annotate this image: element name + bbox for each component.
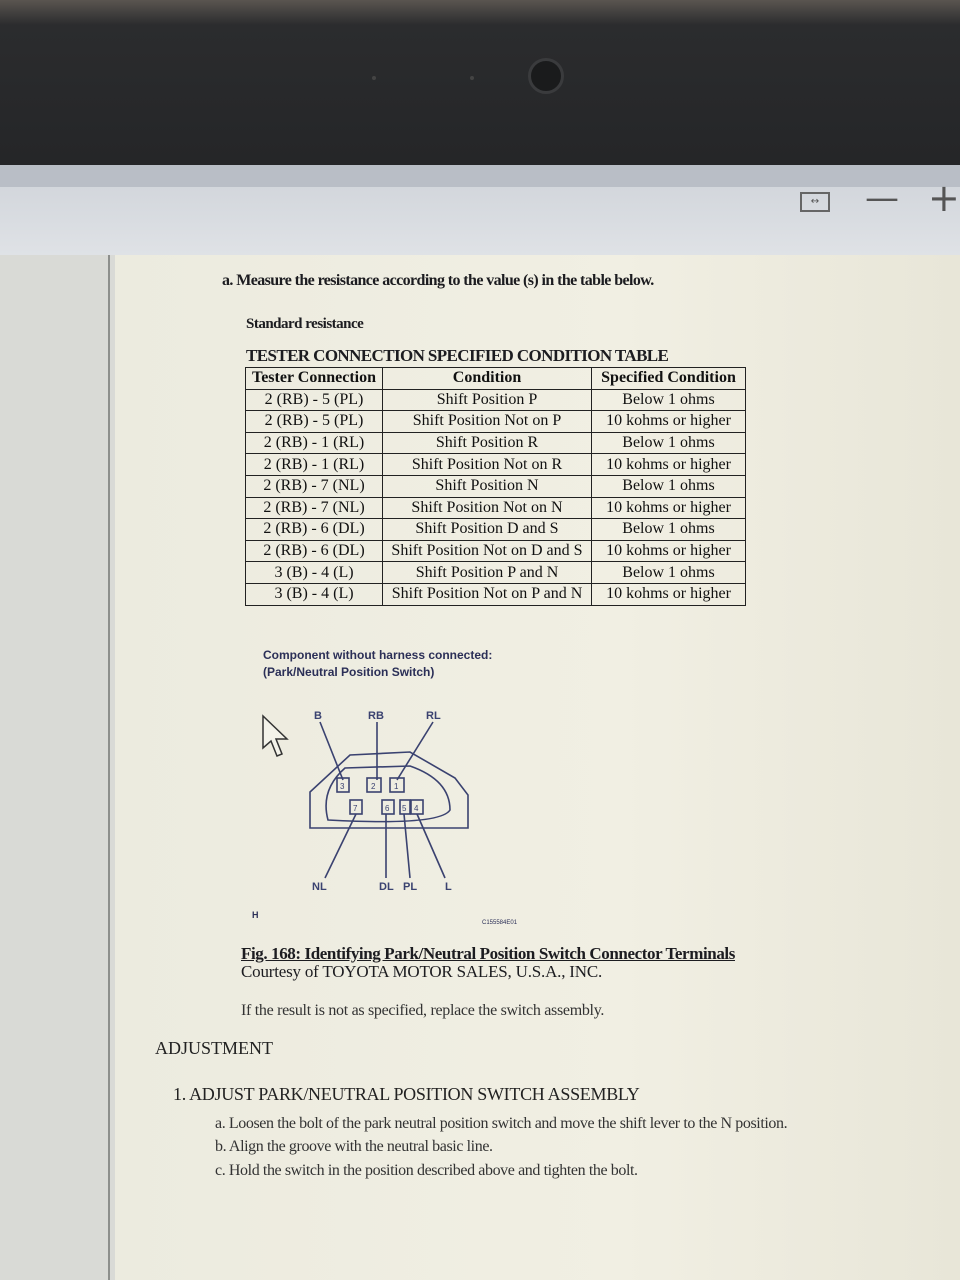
table-row	[246, 519, 746, 541]
toolbar-strip	[0, 165, 960, 187]
figure-caption-line2: (Park/Neutral Position Switch)	[263, 665, 435, 679]
standard-resistance-label: Standard resistance	[246, 316, 364, 332]
label-L: L	[445, 881, 452, 893]
cell-connection: 2 (RB) - 5 (PL)	[246, 411, 383, 433]
cell-connection: 3 (B) - 4 (L)	[246, 583, 383, 605]
cell-condition: Shift Position P	[383, 389, 592, 411]
table-title: TESTER CONNECTION SPECIFIED CONDITION TABLE	[246, 346, 669, 365]
adjustment-heading: ADJUSTMENT	[155, 1038, 274, 1058]
cell-specified: Below 1 ohms	[592, 562, 746, 584]
zoom-out-button[interactable]: —	[865, 178, 899, 218]
cell-specified: Below 1 ohms	[592, 475, 746, 497]
table-row	[246, 475, 746, 497]
pin-7: 7	[353, 804, 358, 813]
mouse-cursor-icon	[261, 714, 291, 762]
cell-specified: 10 kohms or higher	[592, 497, 746, 519]
table-row	[246, 389, 746, 411]
table-row	[246, 540, 746, 562]
figure-code: C155584E01	[482, 920, 518, 926]
cell-specified: Below 1 ohms	[592, 432, 746, 454]
figure-title-link[interactable]: Fig. 168: Identifying Park/Neutral Position Switch Connector Terminals	[241, 944, 735, 963]
table-row	[246, 562, 746, 584]
header-specified-condition: Specified Condition	[592, 368, 746, 390]
cell-specified: 10 kohms or higher	[592, 540, 746, 562]
substep-a: a. Loosen the bolt of the park neutral position switch and move the shift lever to the N position.	[215, 1115, 788, 1132]
cell-connection: 2 (RB) - 1 (RL)	[246, 432, 383, 454]
label-DL: DL	[379, 881, 394, 893]
cell-condition: Shift Position Not on P and N	[383, 583, 592, 605]
cell-connection: 3 (B) - 4 (L)	[246, 562, 383, 584]
cell-condition: Shift Position Not on N	[383, 497, 592, 519]
courtesy-line: Courtesy of TOYOTA MOTOR SALES, U.S.A., INC.	[241, 962, 603, 981]
cell-connection: 2 (RB) - 6 (DL)	[246, 519, 383, 541]
fit-width-icon[interactable]: ↔	[800, 192, 830, 212]
step-a-text: a. Measure the resistance according to the value (s) in the table below.	[222, 272, 654, 289]
cell-connection: 2 (RB) - 6 (DL)	[246, 540, 383, 562]
pin-2: 2	[371, 782, 376, 791]
left-gutter	[0, 255, 115, 1280]
label-NL: NL	[312, 881, 327, 893]
cell-connection: 2 (RB) - 7 (NL)	[246, 497, 383, 519]
pin-4: 4	[414, 804, 419, 813]
table-header-row	[246, 368, 746, 390]
cell-condition: Shift Position Not on D and S	[383, 540, 592, 562]
cell-condition: Shift Position N	[383, 475, 592, 497]
label-PL: PL	[403, 881, 418, 893]
page-edge	[108, 255, 110, 1280]
cell-connection: 2 (RB) - 5 (PL)	[246, 389, 383, 411]
substep-b: b. Align the groove with the neutral basic line.	[215, 1138, 493, 1155]
cell-specified: Below 1 ohms	[592, 389, 746, 411]
cell-condition: Shift Position Not on R	[383, 454, 592, 476]
table-row	[246, 583, 746, 605]
sensor-dot	[372, 76, 376, 80]
table-row	[246, 432, 746, 454]
pin-1: 1	[394, 782, 399, 791]
cell-condition: Shift Position Not on P	[383, 411, 592, 433]
cell-connection: 2 (RB) - 7 (NL)	[246, 475, 383, 497]
cell-specified: 10 kohms or higher	[592, 411, 746, 433]
figure-caption-line1: Component without harness connected:	[263, 648, 493, 662]
cell-condition: Shift Position R	[383, 432, 592, 454]
header-condition: Condition	[383, 368, 592, 390]
cell-condition: Shift Position D and S	[383, 519, 592, 541]
sensor-dot	[470, 76, 474, 80]
cell-specified: 10 kohms or higher	[592, 454, 746, 476]
table-row	[246, 454, 746, 476]
substep-c: c. Hold the switch in the position described above and tighten the bolt.	[215, 1162, 638, 1179]
label-RL: RL	[426, 710, 441, 722]
pin-6: 6	[385, 804, 390, 813]
cell-condition: Shift Position P and N	[383, 562, 592, 584]
cell-specified: Below 1 ohms	[592, 519, 746, 541]
if-result-text: If the result is not as specified, replace the switch assembly.	[241, 1002, 605, 1019]
resistance-table	[245, 367, 746, 606]
pin-3: 3	[340, 782, 345, 791]
pin-5: 5	[402, 804, 407, 813]
laptop-bezel	[0, 0, 960, 165]
step-1-heading: 1. ADJUST PARK/NEUTRAL POSITION SWITCH ASSEMBLY	[173, 1084, 640, 1104]
cell-connection: 2 (RB) - 1 (RL)	[246, 454, 383, 476]
header-tester-connection: Tester Connection	[246, 368, 383, 390]
table-row	[246, 411, 746, 433]
zoom-in-button[interactable]: +	[928, 176, 960, 220]
table-row	[246, 497, 746, 519]
label-B: B	[314, 710, 322, 722]
label-RB: RB	[368, 710, 384, 722]
cell-specified: 10 kohms or higher	[592, 583, 746, 605]
connector-diagram	[300, 700, 480, 900]
figure-corner-mark: H	[252, 910, 259, 920]
webcam	[528, 58, 564, 94]
